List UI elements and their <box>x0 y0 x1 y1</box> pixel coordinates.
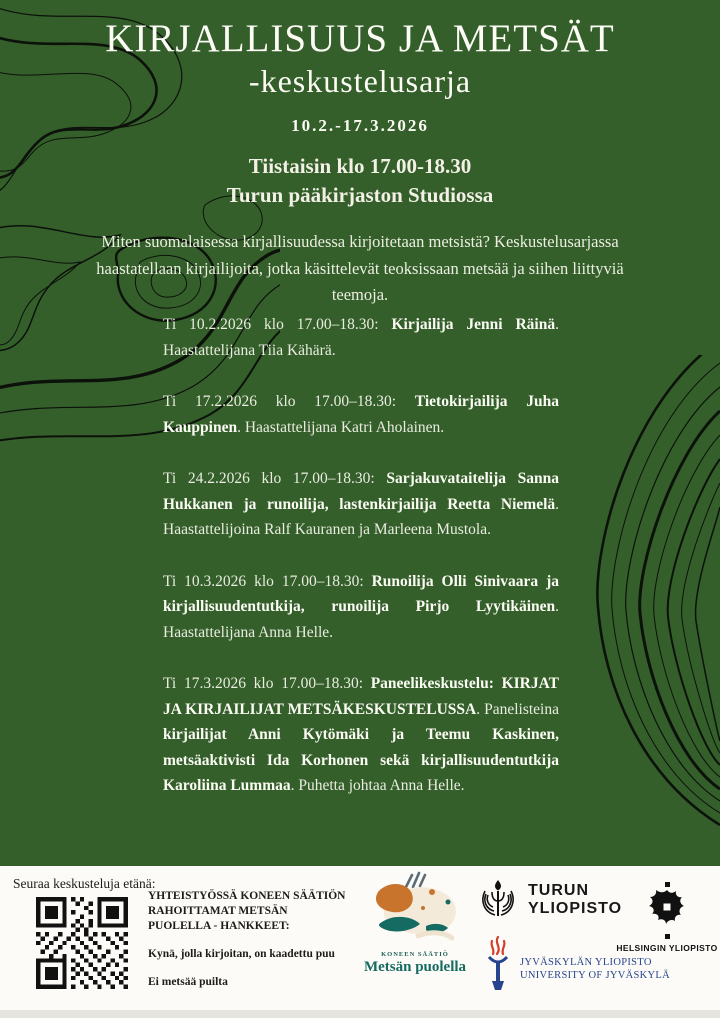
footer <box>0 866 720 1018</box>
schedule-time: Tiistaisin klo 17.00-18.30 <box>248 154 472 178</box>
jyvaskyla-label-line2: UNIVERSITY OF JYVÄSKYLÄ <box>520 970 671 981</box>
metsan-puolella-art-icon <box>360 870 470 950</box>
koneen-saatio-label: KONEEN SÄÄTIÖ <box>381 951 449 958</box>
metsan-puolella-label: Metsän puolella <box>363 959 467 975</box>
metsan-puolella-logo <box>356 870 474 976</box>
collab-heading: YHTEISTYÖSSÄ KONEEN SÄÄTIÖN RAHOITTAMAT METSÄN PUOLELLA - HANKKEET: <box>148 890 346 932</box>
turku-label-line2: YLIOPISTO <box>528 900 623 917</box>
event-list <box>163 312 559 799</box>
page-bottom-edge <box>0 1010 720 1018</box>
collaboration-text <box>148 889 353 990</box>
event-item-4: Ti 10.3.2026 klo 17.00–18.30: Runoilija Olli Sinivaara ja kirjallisuudentutkija, runoilija Pirjo Lyytikäinen. Haastattelijana Anna Helle. <box>163 572 560 641</box>
qr-code-icon <box>36 897 128 989</box>
helsinki-emblem-icon <box>641 882 693 940</box>
schedule-place: Turun pääkirjaston Studiossa <box>226 183 494 207</box>
jyvaskyla-torch-icon <box>481 934 515 996</box>
title-block <box>0 16 720 136</box>
page-subtitle: -keskustelusarja <box>248 63 472 99</box>
turku-university-logo <box>476 878 622 922</box>
page-title: KIRJALLISUUS JA METSÄT <box>105 17 615 60</box>
contour-lines-right-icon <box>570 355 720 867</box>
project-name-1: Kynä, jolla kirjoitan, on kaadettu puu <box>148 948 335 960</box>
project-name-2: Ei metsää puilta <box>148 976 228 988</box>
event-item-5: Ti 17.3.2026 klo 17.00–18.30: Paneelikeskustelu: KIRJAT JA KIRJAILIJAT METSÄKESKUSTELUSSA. Panelisteina kirjailijat Anni Kytömäki ja Teemu Kaskinen, metsäaktivisti Ida Korhonen sekä kirjallisuudentutkija Karoliina Lummaa. Puhetta johtaa Anna Helle. <box>163 675 559 794</box>
helsinki-university-logo <box>616 882 718 953</box>
date-range: 10.2.-17.3.2026 <box>291 116 429 135</box>
turku-label-line1: TURUN <box>528 882 589 899</box>
qr-label: Seuraa keskusteluja etänä: <box>13 876 156 891</box>
schedule-block <box>0 152 720 210</box>
event-item-3: Ti 24.2.2026 klo 17.00–18.30: Sarjakuvataitelija Sanna Hukkanen ja runoilija, lastenkirjailija Reetta Niemelä. Haastattelijoina Ralf Kauranen ja Marleena Mustola. <box>163 470 559 538</box>
helsinki-label: HELSINGIN YLIOPISTO <box>616 943 718 953</box>
event-item-1: Ti 10.2.2026 klo 17.00–18.30: Kirjailija Jenni Räinä. Haastattelijana Tiia Kähärä. <box>163 316 559 359</box>
event-item-2: Ti 17.2.2026 klo 17.00–18.30: Tietokirjailija Juha Kauppinen. Haastattelijana Katri Aholainen. <box>163 393 559 436</box>
intro-paragraph: Miten suomalaisessa kirjallisuudessa kirjoitetaan metsistä? Keskustelusarjassa haastatellaan kirjailijoita, jotka käsittelevät teoksissaan metsää ja siihen liittyviä teemoja. <box>96 232 624 304</box>
jyvaskyla-label-line1: JYVÄSKYLÄN YLIOPISTO <box>520 957 652 968</box>
turku-torch-icon <box>476 878 520 922</box>
